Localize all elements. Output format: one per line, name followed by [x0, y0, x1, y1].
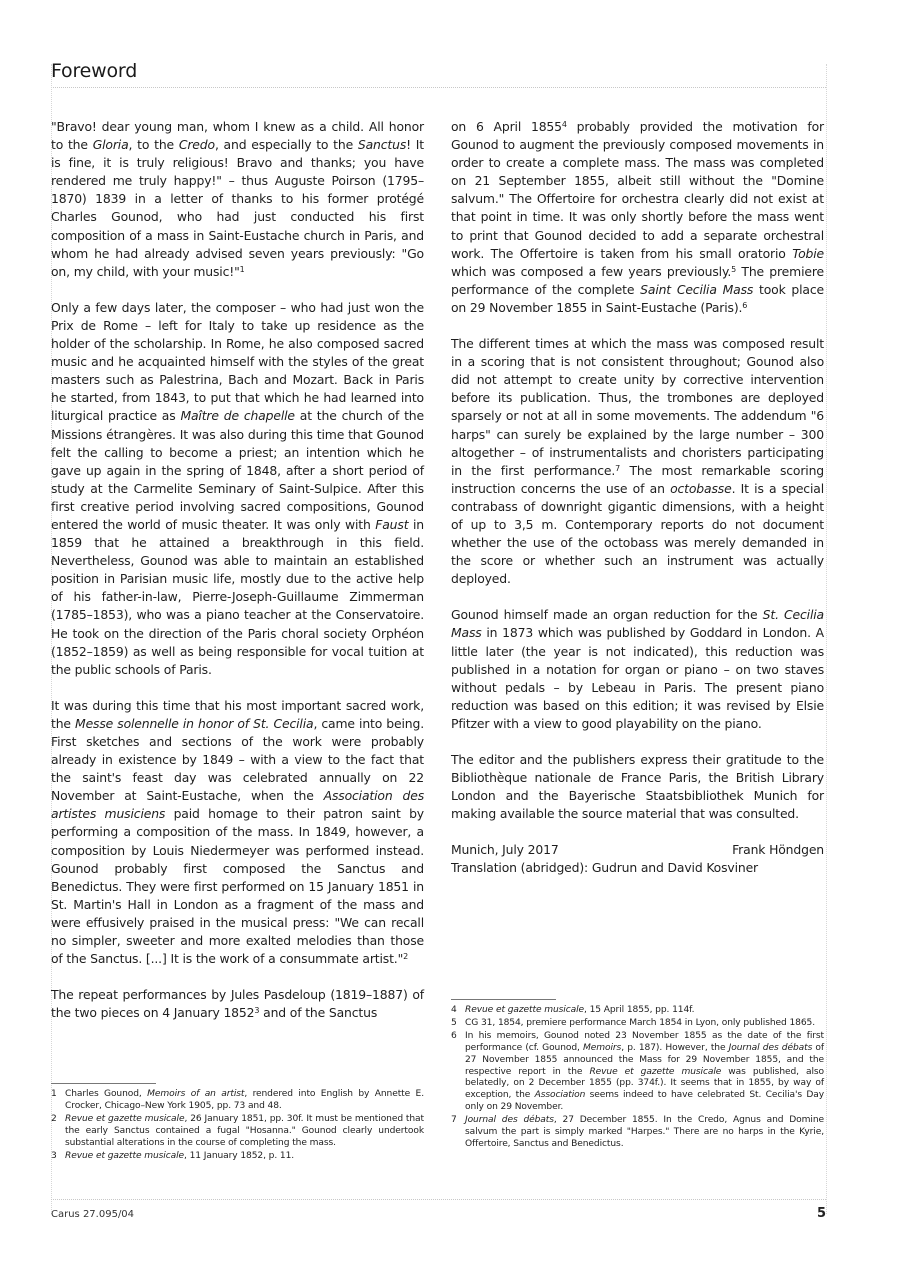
footnote-ref-4: 4: [561, 120, 567, 129]
right-column: [451, 118, 824, 878]
page-footer: [51, 1206, 826, 1221]
author-name: Frank Höndgen: [732, 842, 824, 858]
place-date: Munich, July 2017: [451, 842, 559, 858]
footnote: 7 Journal des débats, 27 December 1855. In the Credo, Agnus and Domine salvum the part is simply marked "Harpes." There are no harps in the Kyrie, Offertoire, Sanctus and Benedictus.: [451, 1115, 824, 1149]
footnote: 6 In his memoirs, Gounod noted 23 November 1855 as the date of the first performance (cf. Gounod, Memoirs, p. 187). However, the Journal des débats of 27 November 1855 announced the Mass for 29 November 1855, and the respective report in the Revue et gazette musicale was published, also belatedly, on 2 December 1855 (pp. 374f.). It seems that in 1855, by way of exception, the Association seems indeed to have celebrated St. Cecilia's Day only on 29 November.: [451, 1030, 824, 1113]
footnote: 2 Revue et gazette musicale, 26 January 1851, pp. 30f. It must be mentioned that the early Sanctus contained a fugal "Hosanna." Gounod clearly undertook substantial alterations in the course of completing the mass.: [51, 1113, 424, 1148]
footnote-separator: [451, 999, 556, 1000]
paragraph-5: on 6 April 1855$^4$ probably provided the motivation for Gounod to augment the previously composed movements in order to create a complete mass. The mass was completed on 21 September 1855, albeit still without the "Domine salvum." The Offertoire for orchestra clearly did not exist at that point in time. It was only shortly before the mass went to print that Gounod decided to add a separate orchestral work. The Offertoire is taken from his small oratorio Tobie which was composed a few years previously.$^5$ The premiere performance of the complete Saint Cecilia Mass took place on 29 November 1855 in Saint-Eustache (Paris).$^6$: [451, 119, 825, 315]
paragraph-1: "Bravo! dear young man, whom I knew as a child. All honor to the Gloria, to the Credo, and especially to the Sanctus! It is fine, it is truly religious! Bravo and thanks; you have rendered me truly happy!" – thus Auguste Poirson (1795–1870) 1839 in a letter of thanks to his former protégé Charles Gounod, who had just conducted his first composition of a mass in Saint-Eustache church in Paris, and whom he had already advised seven years previously: "Go on, my child, with your music!"$^1$: [51, 119, 424, 279]
header-divider: [51, 87, 826, 88]
footnote: 5 CG 31, 1854, premiere performance March 1854 in Lyon, only published 1865.: [451, 1017, 816, 1028]
footnote-ref-7: 7: [615, 463, 621, 473]
margin-guide-right: [826, 64, 827, 1214]
footnotes-right: [451, 999, 824, 1152]
footnote: 4 Revue et gazette musicale, 15 April 1855, pp. 114f.: [451, 1005, 695, 1015]
paragraph-8: The editor and the publishers express their gratitude to the Bibliothèque nationale de France Paris, the British Library London and the Bayerische Staatsbibliothek Munich for making available the source material that was consulted.: [451, 752, 824, 822]
paragraph-6: The different times at which the mass was composed result in a scoring that is not consistent throughout; Gounod also did not attempt to create unity by corrective intervention before its publication. Thus, the trombones are deployed sparsely or not at all in some movements. The addendum "6 harps" can surely be explained by the large number – 300 altogether – of instrumentalists and choristers participating in the first performance.$^7$ The most remarkable scoring instruction concerns the use of an octobasse. It is a special contrabass of downright gigantic dimensions, with a height of up to 3,5 m. Contemporary reports do not document whether the use of the octobass was merely demanded in the score or whether such an instrument was actually deployed.: [451, 336, 824, 587]
catalog-number: Carus 27.095/04: [51, 1209, 135, 1220]
paragraph-2: Only a few days later, the composer – who had just won the Prix de Rome – left for Italy to take up residence as the holder of the scholarship. In Rome, he also composed sacred music and he acquainted himself with the styles of the great masters such as Palestrina, Bach and Mozart. Back in Paris he started, from 1843, to put that which he had learned into liturgical practice as Maître de chapelle at the church of the Missions étrangères. It was also during this time that Gounod felt the calling to become a priest; an intention which he gave up again in the spring of 1848, after a short period of study at the Carmelite Seminary of Saint-Sulpice. After this first creative period involving sacred compositions, Gounod entered the world of music theater. It was only with Faust in 1859 that he attained a breakthrough in this field. Nevertheless, Gounod was able to maintain an established position in Parisian music life, mostly due to the active help of his father-in-law, Pierre-Joseph-Guillaume Zimmerman (1785–1853), who was a piano teacher at the Conservatoire. He took on the direction of the Paris choral society Orphéon (1852–1859) as well as being responsible for vocal tuition at the public schools of Paris.: [51, 299, 424, 677]
paragraph-4: The repeat performances by Jules Pasdeloup (1819–1887) of the two pieces on 4 January 1852$^3$ and of the Sanctus: [51, 987, 424, 1021]
footnote: 3 Revue et gazette musicale, 11 January 1852, p. 11.: [51, 1150, 295, 1161]
footnote-ref-2: 2: [403, 952, 409, 962]
footnote-ref-3: 3: [254, 1006, 260, 1016]
footer-divider: [51, 1199, 826, 1200]
signature-line: [451, 841, 824, 859]
page-number: 5: [816, 1206, 826, 1221]
footnotes-left: [51, 1083, 424, 1163]
page-title: Foreword: [51, 60, 138, 82]
footnote-ref-5: 5: [731, 264, 737, 274]
footnote-ref-1: 1: [239, 264, 245, 274]
translation-credit: Translation (abridged): Gudrun and David Kosviner: [451, 860, 759, 876]
paragraph-7: Gounod himself made an organ reduction for the St. Cecilia Mass in 1873 which was published by Goddard in London. A little later (the year is not indicated), this reduction was published in a notation for organ or piano – on two staves without pedals – by Lebeau in Paris. The present piano reduction was based on this edition; it was revised by Elsie Pfitzer with a view to good playability on the piano.: [451, 607, 824, 731]
left-column: [51, 118, 424, 1022]
footnote: 1 Charles Gounod, Memoirs of an artist, rendered into English by Annette E. Crocker, Chicago–New York 1905, pp. 73 and 48.: [51, 1089, 424, 1111]
paragraph-3: It was during this time that his most important sacred work, the Messe solennelle in honor of St. Cecilia, came into being. First sketches and sections of the work were probably already in existence by 1849 – with a view to the fact that the saint's feast day was celebrated annually on 22 November at Saint-Eustache, when the Association des artistes musiciens paid homage to their patron saint by performing a composition of the mass. In 1849, however, a composition by Louis Niedermeyer was performed instead. Gounod probably first composed the Sanctus and Benedictus. They were first performed on 15 January 1851 in St. Martin's Hall in London as a fragment of the mass and were effusively praised in the musical press: "We can recall no simpler, sweeter and more exalted melodies than those of the Sanctus. [...] It is the work of a consummate artist."$^2$: [51, 697, 425, 967]
footnote-separator: [51, 1083, 156, 1084]
footnote-ref-6: 6: [742, 300, 748, 310]
